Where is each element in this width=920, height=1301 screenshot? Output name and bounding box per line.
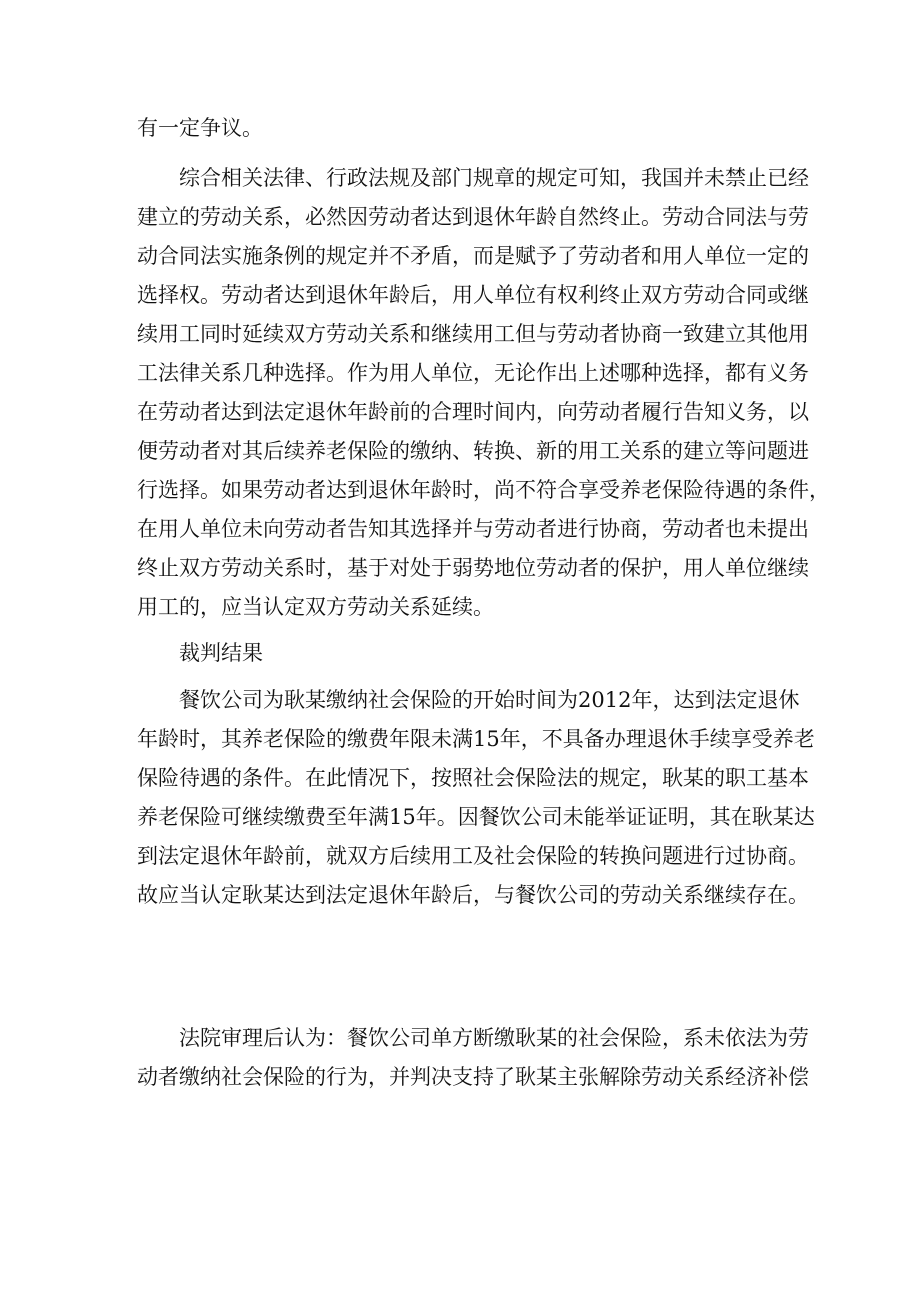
text-line: 养老保险可继续缴费至年满15年。因餐饮公司未能举证证明，其在耿某达: [137, 805, 815, 829]
text-line: 在用人单位未向劳动者告知其选择并与劳动者进行协商，劳动者也未提出: [137, 517, 809, 541]
text-line: 在劳动者达到法定退休年龄前的合理时间内，向劳动者履行告知义务，以: [137, 400, 809, 424]
text-line: 便劳动者对其后续养老保险的缴纳、转换、新的用工关系的建立等问题进: [137, 439, 809, 463]
text-line: 综合相关法律、行政法规及部门规章的规定可知，我国并未禁止已经: [179, 166, 809, 190]
text-line: 故应当认定耿某达到法定退休年龄后，与餐饮公司的劳动关系继续存在。: [137, 883, 809, 907]
text-line: 终止双方劳动关系时，基于对处于弱势地位劳动者的保护，用人单位继续: [137, 556, 809, 580]
text-line: 选择权。劳动者达到退休年龄后，用人单位有权利终止双方劳动合同或继: [137, 283, 809, 307]
section-heading: 裁判结果: [179, 641, 263, 665]
text-line: 续用工同时延续双方劳动关系和继续用工但与劳动者协商一致建立其他用: [137, 322, 809, 346]
text-line: 有一定争议。: [137, 116, 263, 140]
text-line: 用工的，应当认定双方劳动关系延续。: [137, 595, 494, 619]
text-line: 动者缴纳社会保险的行为，并判决支持了耿某主张解除劳动关系经济补偿: [137, 1065, 809, 1089]
text-line: 法院审理后认为：餐饮公司单方断缴耿某的社会保险，系未依法为劳: [179, 1026, 809, 1050]
text-line: 餐饮公司为耿某缴纳社会保险的开始时间为2012年，达到法定退休: [179, 688, 800, 712]
text-line: 工法律关系几种选择。作为用人单位，无论作出上述哪种选择，都有义务: [137, 361, 809, 385]
text-line: 保险待遇的条件。在此情况下，按照社会保险法的规定，耿某的职工基本: [137, 766, 809, 790]
text-line: 建立的劳动关系，必然因劳动者达到退休年龄自然终止。劳动合同法与劳: [137, 205, 809, 229]
text-line: 年龄时，其养老保险的缴费年限未满15年，不具备办理退休手续享受养老: [137, 727, 815, 751]
text-line: 行选择。如果劳动者达到退休年龄时，尚不符合享受养老保险待遇的条件，: [137, 478, 830, 502]
text-line: 到法定退休年龄前，就双方后续用工及社会保险的转换问题进行过协商。: [137, 844, 809, 868]
text-line: 动合同法实施条例的规定并不矛盾，而是赋予了劳动者和用人单位一定的: [137, 244, 809, 268]
